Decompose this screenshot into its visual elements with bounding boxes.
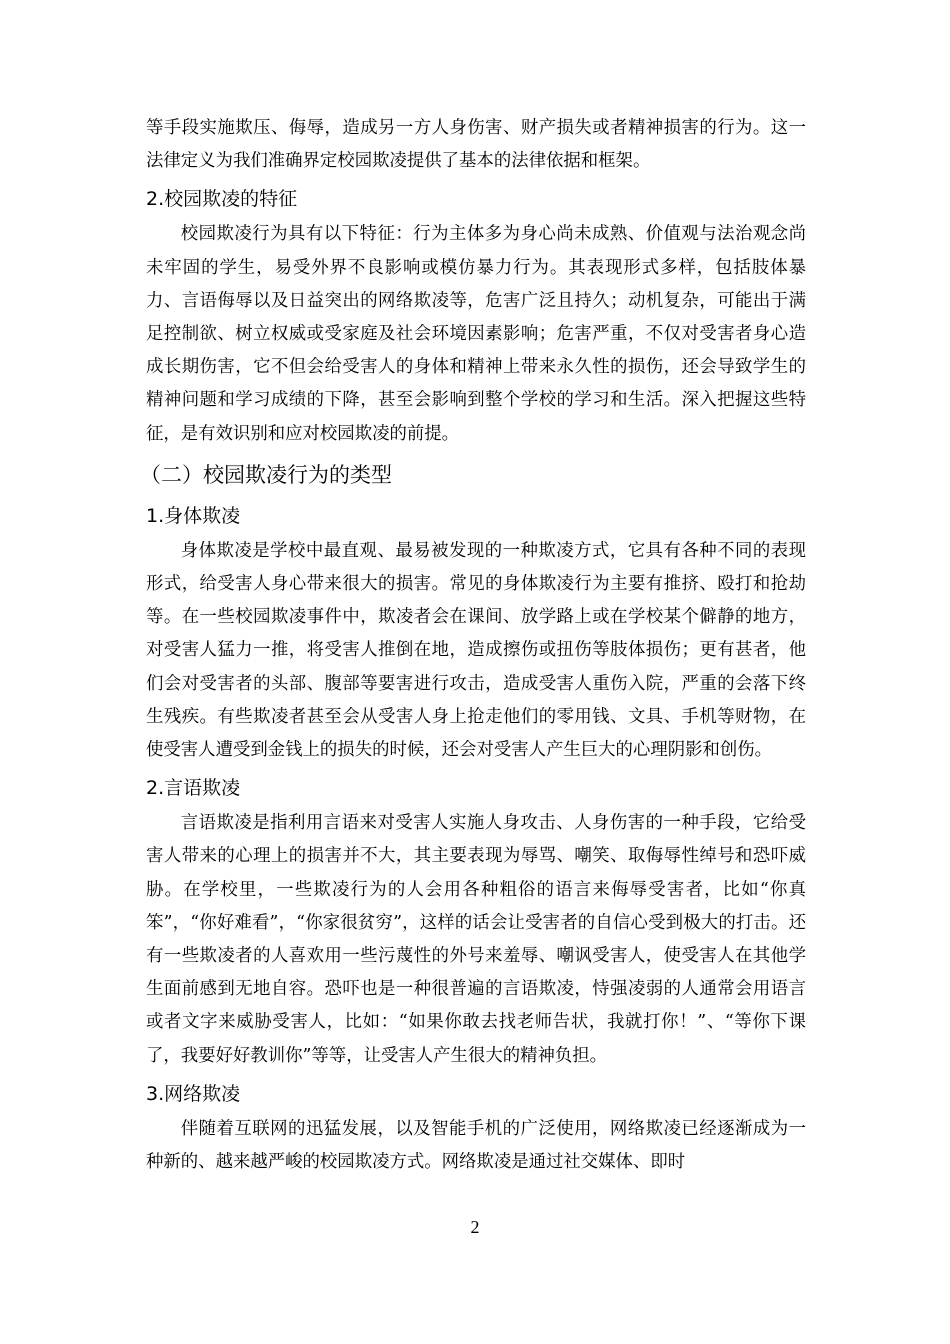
subsection-heading: 1.身体欺凌: [146, 504, 241, 527]
body-paragraph: 校园欺凌行为具有以下特征：行为主体多为身心尚未成熟、价值观与法治观念尚未牢固的学生，易受外界不良影响或模仿暴力行为。其表现形式多样，包括肢体暴力、言语侮辱以及日益突出的网络欺凌等，危害广泛且持久；动机复杂，可能出于满足控制欲、树立权威或受家庭及社会环境因素影响；危害严重，不仅对受害者身心造成长期伤害，它不但会给受害人的身体和精神上带来永久性的损伤，还会导致学生的精神问题和学习成绩的下降，甚至会影响到整个学校的学习和生活。深入把握这些特征，是有效识别和应对校园欺凌的前提。: [146, 224, 806, 444]
body-paragraph: 身体欺凌是学校中最直观、最易被发现的一种欺凌方式，它具有各种不同的表现形式，给受害人身心带来很大的损害。常见的身体欺凌行为主要有推挤、殴打和抢劫等。在一些校园欺凌事件中，欺凌者会在课间、放学路上或在学校某个僻静的地方，对受害人猛力一推，将受害人推倒在地，造成擦伤或扭伤等肢体损伤；更有甚者，他们会对受害者的头部、腹部等要害进行攻击，造成受害人重伤入院，严重的会落下终生残疾。有些欺凌者甚至会从受害人身上抢走他们的零用钱、文具、手机等财物，在使受害人遭受到金钱上的损失的时候，还会对受害人产生巨大的心理阴影和创伤。: [146, 540, 806, 761]
page-number: 2: [470, 1217, 480, 1237]
subsection-heading: 2.校园欺凌的特征: [146, 188, 298, 211]
subsection-heading: 2.言语欺凌: [146, 777, 241, 800]
section-heading: （二）校园欺凌行为的类型: [140, 462, 392, 487]
document-body: [140, 112, 806, 1179]
body-paragraph: 言语欺凌是指利用言语来对受害人实施人身攻击、人身伤害的一种手段，它给受害人带来的心理上的损害并不大，其主要表现为辱骂、嘲笑、取侮辱性绰号和恐吓威胁。在学校里，一些欺凌行为的人会用各种粗俗的语言来侮辱受害者，比如“你真笨”，“你好难看”，“你家很贫穷”，这样的话会让受害者的自信心受到极大的打击。还有一些欺凌者的人喜欢用一些污蔑性的外号来羞辱、嘲讽受害人，使受害人在其他学生面前感到无地自容。恐吓也是一种很普遍的言语欺凌，恃强凌弱的人通常会用语言或者文字来威胁受害人，比如：“如果你敢去找老师告状，我就打你！”、“等你下课了，我要好好教训你”等等，让受害人产生很大的精神负担。: [146, 813, 806, 1066]
body-paragraph: 伴随着互联网的迅猛发展，以及智能手机的广泛使用，网络欺凌已经逐渐成为一种新的、越来越严峻的校园欺凌方式。网络欺凌是通过社交媒体、即时: [146, 1118, 806, 1173]
subsection-heading: 3.网络欺凌: [146, 1082, 241, 1105]
body-paragraph: 等手段实施欺压、侮辱，造成另一方人身伤害、财产损失或者精神损害的行为。这一法律定义为我们准确界定校园欺凌提供了基本的法律依据和框架。: [146, 118, 806, 172]
